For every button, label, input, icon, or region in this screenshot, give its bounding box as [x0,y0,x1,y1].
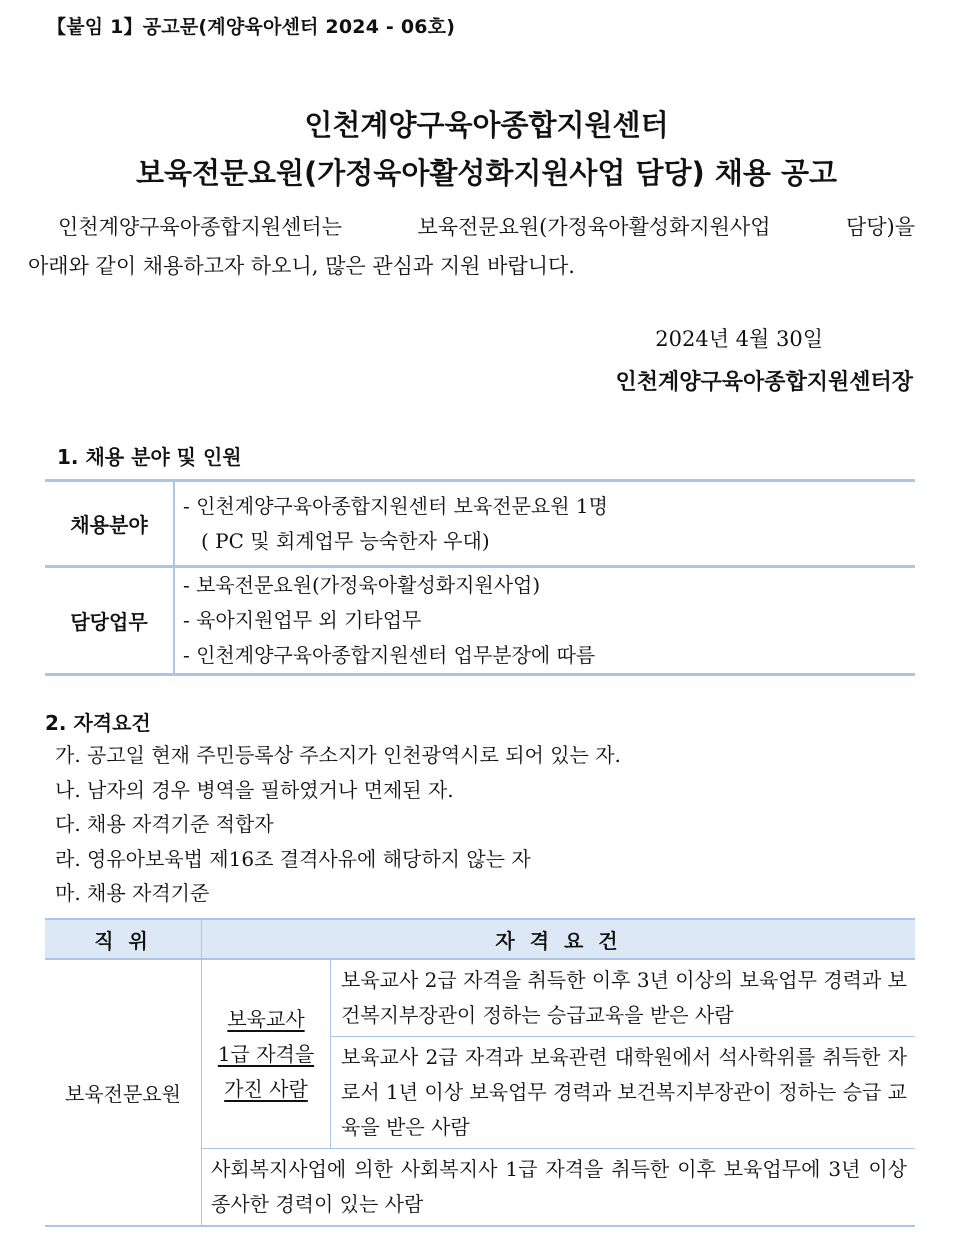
intro-line-2: 아래와 같이 채용하고자 하오니, 많은 관심과 지원 바랍니다. [28,254,575,278]
announcement-date: 2024년 4월 30일 [655,327,823,351]
requirement-cell: 보육교사 2급 자격과 보육관련 대학원에서 석사학위를 취득한 자로서 1년 이상 보육업무 경력과 보건복지부장관이 정하는 승급 교육을 받은 사람 [341,1045,907,1139]
row-content [174,481,915,567]
qualification-cell [202,959,331,1149]
page-title: 인천계양구육아종합지원센터 [304,108,669,142]
list-item: 마. 채용 자격기준 [55,881,210,905]
header-position: 직 위 [45,919,202,959]
intro-paragraph [28,208,915,286]
row-content [174,567,915,675]
qualification-table [45,918,915,1227]
table-row [45,481,915,567]
content-line: - 육아지원업무 외 기타업무 [183,608,422,632]
attachment-label: 【붙임 1】공고문(계양육아센터 2024 - 06호) [47,16,456,38]
qualification-line: 가진 사람 [224,1076,308,1101]
content-line: ( PC 및 회계업무 능숙한자 우대) [201,528,490,553]
recruitment-table [45,479,915,676]
list-item: 나. 남자의 경우 병역을 필하였거나 면제된 자. [55,777,454,802]
content-line: - 인천계양구육아종합지원센터 업무분장에 따름 [183,643,596,667]
requirement-cell: 사회복지사업에 의한 사회복지사 1급 자격을 취득한 이후 보육업무에 3년 이상 종사한 경력이 있는 사람 [202,1149,916,1227]
section2-heading: 2. 자격요건 [45,711,151,735]
signer: 인천계양구육아종합지원센터장 [615,370,913,395]
row-label: 담당업무 [45,567,174,675]
table-row [45,567,915,675]
requirement-cell: 보육교사 2급 자격을 취득한 이후 3년 이상의 보육업무 경력과 보건복지부장관이 정하는 승급교육을 받은 사람 [331,959,916,1037]
list-item: 라. 영유아보육법 제16조 결격사유에 해당하지 않는 자 [55,846,531,871]
row-label: 채용분야 [45,481,174,567]
qualification-line: 1급 자격을 [217,1041,315,1066]
content-line: - 보육전문요원(가정육아활성화지원사업) [183,573,541,597]
header-requirements: 자 격 요 건 [202,919,916,959]
content-line: - 인천계양구육아종합지원센터 보육전문요원 1명 [183,493,608,518]
requirements-list [55,738,621,911]
list-item: 다. 채용 자격기준 적합자 [55,812,274,836]
section1-heading: 1. 채용 분야 및 인원 [57,445,242,469]
intro-line-1: 인천계양구육아종합지원센터는 보육전문요원(가정육아활성화지원사업 담당)을 [58,215,915,239]
page-subtitle: 보육전문요원(가정육아활성화지원사업 담당) 채용 공고 [135,156,838,190]
list-item: 가. 공고일 현재 주민등록상 주소지가 인천광역시로 되어 있는 자. [55,743,621,767]
qualification-line: 보육교사 [227,1006,305,1031]
position-cell: 보육전문요원 [45,959,202,1226]
